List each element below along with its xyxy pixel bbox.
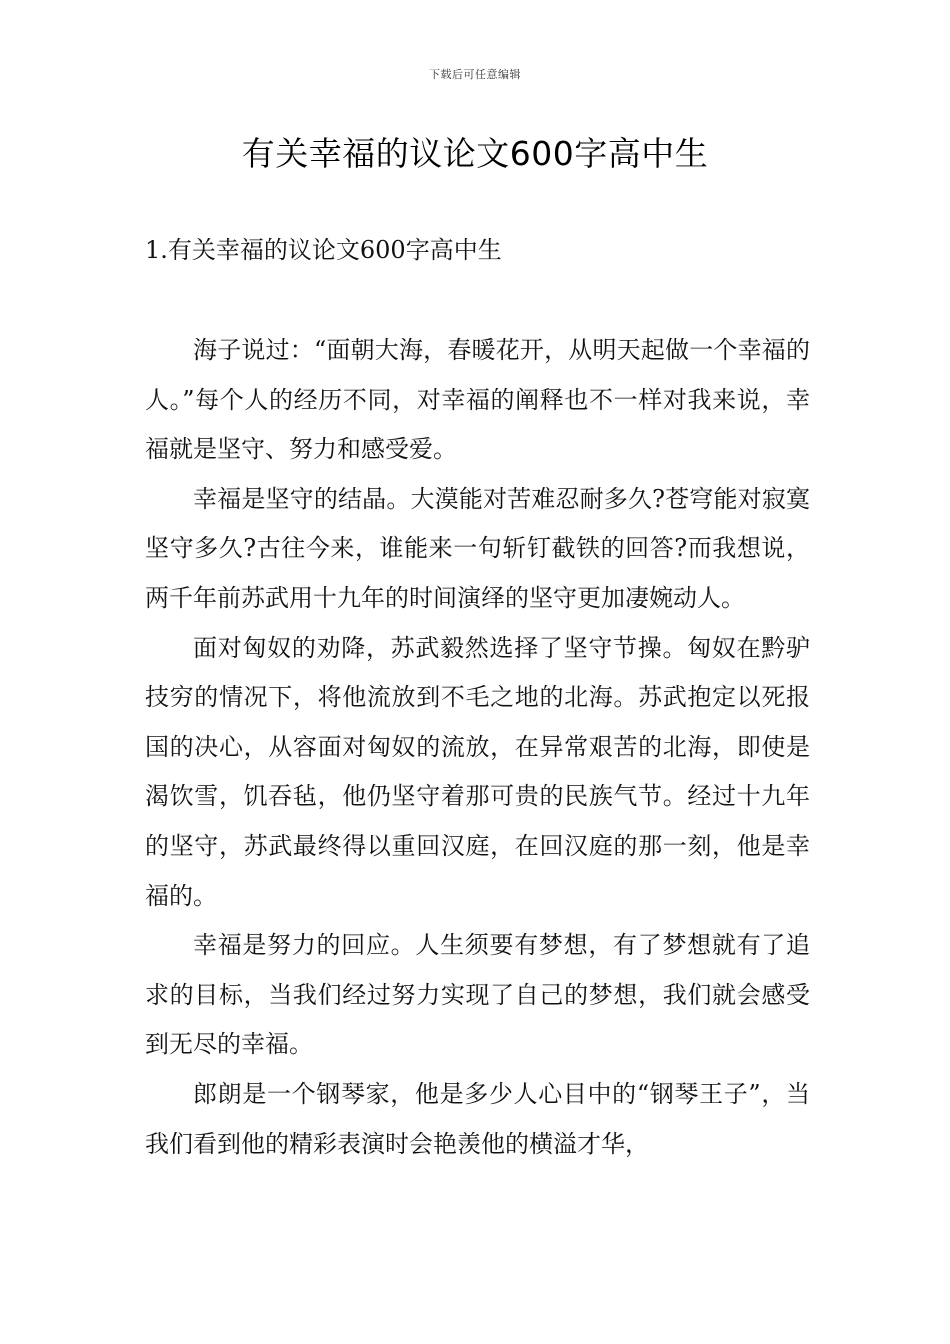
paragraph-4: 幸福是努力的回应。人生须要有梦想，有了梦想就有了追求的目标，当我们经过努力实现了自己的梦想，我们就会感受到无尽的幸福。	[145, 931, 810, 1059]
paragraph-3: 面对匈奴的劝降，苏武毅然选择了坚守节操。匈奴在黔驴技穷的情况下，将他流放到不毛之地的北海。苏武抱定以死报国的决心，从容面对匈奴的流放，在异常艰苦的北海，即使是渴饮雪，饥吞毡，他仍坚守着那可贵的民族气节。经过十九年的坚守，苏武最终得以重回汉庭，在回汉庭的那一刻，他是幸福的。	[145, 633, 810, 910]
paragraph-5: 郎朗是一个钢琴家，他是多少人心目中的“钢琴王子”，当我们看到他的精彩表演时会艳羡他的横溢才华，	[145, 1079, 810, 1158]
paragraph-1: 海子说过：“面朝大海，春暖花开，从明天起做一个幸福的人。”每个人的经历不同，对幸福的阐释也不一样对我来说，幸福就是坚守、努力和感受爱。	[145, 336, 810, 464]
document-body	[145, 228, 810, 1169]
header-note: 下载后可任意编辑	[429, 68, 521, 81]
document-title: 有关幸福的议论文600字高中生	[241, 134, 709, 173]
paragraph-2: 幸福是坚守的结晶。大漠能对苦难忍耐多久?苍穹能对寂寞坚守多久?古往今来，谁能来一句斩钉截铁的回答?而我想说，两千年前苏武用十九年的时间演绎的坚守更加凄婉动人。	[145, 484, 810, 612]
section-heading: 1.有关幸福的议论文600字高中生	[145, 236, 502, 264]
